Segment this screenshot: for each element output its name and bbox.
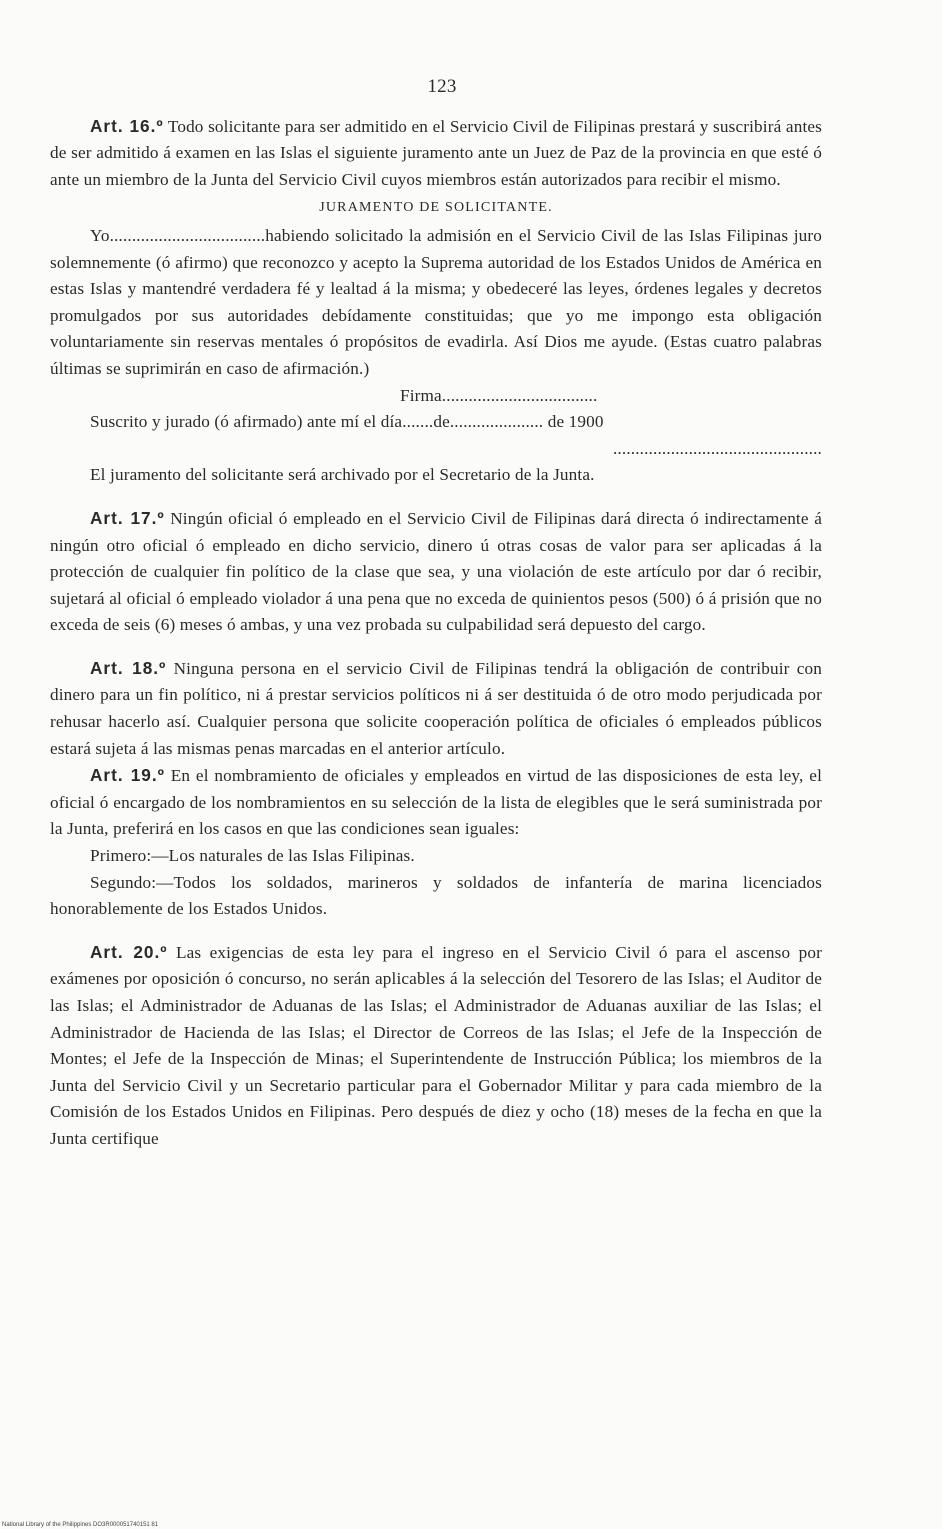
article-18-heading: Art. 18.º bbox=[90, 657, 167, 678]
article-17-text: Ningún oficial ó empleado en el Servicio Civil de Filipinas dará directa ó indirectamente á ningún otro oficial ó empleado en dicho servicio, dinero ú otras cosas de valor para ser aplicadas á la protección de cualquier fin político de la clase que sea, y una violación de este artículo por dar ó recibir, sujetará al oficial ó empleado violador á una pena que no exceda de quinientos pesos (500) ó á prisión que no exceda de seis (6) meses ó ambas, y una vez probada su culpabilidad será depuesto del cargo. bbox=[50, 508, 822, 635]
scan-footer: National Library of the Philippines DO3R000051740151 81 bbox=[2, 1522, 159, 1528]
article-17-heading: Art. 17.º bbox=[90, 507, 165, 528]
article-18 bbox=[50, 655, 822, 762]
article-19 bbox=[50, 762, 822, 843]
article-18-text: Ninguna persona en el servicio Civil de Filipinas tendrá la obligación de contribuir con dinero para un fin político, ni á prestar servicios políticos ni á ser destituida ó de otro modo perjudicada por rehusar hacerlo así. Cualquier persona que solicite cooperación política de oficiales ó empleados públicos estará sujeta á las mismas penas marcadas en el anterior artículo. bbox=[50, 658, 822, 758]
oath-archive-note: El juramento del solicitante será archivado por el Secretario de la Junta. bbox=[90, 465, 595, 485]
oath-body: Yo...................................habiendo solicitado la admisión en el Servicio Civil de las Islas Filipinas juro solemnemente (ó afirmo) que reconozco y acepto la Suprema autoridad de los Estados Unidos de América en estas Islas y mantendré verdadera fé y lealtad á la misma; y obedeceré las leyes, órdenes legales y decretos promulgados por sus autoridades debídamente constituidas; que yo me impongo esta obligación voluntariamente sin reservas mentales ó propósitos de evadirla. Así Dios me ayude. (Estas cuatro palabras últimas se suprimirán en caso de afirmación.) bbox=[50, 225, 822, 378]
article-20-text: Las exigencias de esta ley para el ingreso en el Servicio Civil ó para el ascenso por exámenes por oposición ó concurso, no serán aplicables á la selección del Tesorero de las Islas; el Auditor de las Islas; el Administrador de Aduanas de las Islas; el Administrador de Aduanas auxiliar de las Islas; el Administrador de Hacienda de las Islas; el Director de Correos de las Islas; el Jefe de la Inspección de Montes; el Jefe de la Inspección de Minas; el Superintendente de Instrucción Pública; los miembros de la Junta del Servicio Civil y un Secretario particular para el Gobernador Militar y para cada miembro de la Comisión de los Estados Unidos en Filipinas. Pero después de diez y ocho (18) meses de la fecha en que la Junta certifique bbox=[50, 942, 822, 1148]
article-20-heading: Art. 20.º bbox=[90, 941, 168, 962]
article-19-heading: Art. 19.º bbox=[90, 765, 165, 786]
oath-sworn-line: Suscrito y jurado (ó afirmado) ante mí el día.......de..................... de 1900 bbox=[90, 412, 604, 432]
officer-signature-line: ............................................... bbox=[612, 438, 822, 458]
article-16-text: Todo solicitante para ser admitido en el Servicio Civil de Filipinas prestará y suscribirá antes de ser admitido á examen en las Islas el siguiente juramento ante un Juez de Paz de la provincia en que esté ó ante un miembro de la Junta del Servicio Civil cuyos miembros están autorizados para recibir el mismo. bbox=[50, 116, 822, 189]
article-16 bbox=[50, 113, 822, 194]
page-number: 123 bbox=[427, 76, 457, 97]
article-17 bbox=[50, 505, 822, 639]
article-20 bbox=[50, 939, 822, 1153]
oath-title: JURAMENTO DE SOLICITANTE. bbox=[319, 200, 553, 216]
article-16-heading: Art. 16.º bbox=[90, 115, 164, 136]
document-page bbox=[50, 70, 822, 1153]
article-19-text: En el nombramiento de oficiales y empleados en virtud de las disposiciones de esta ley, el oficial ó encargado de los nombramientos en su selección de la lista de elegibles que le será suministrada por la Junta, preferirá en los casos en que las condiciones sean iguales: bbox=[50, 766, 822, 839]
article-19-segundo: Segundo:—Todos los soldados, marineros y soldados de infantería de marina licenciados honorablemente de los Estados Unidos. bbox=[50, 872, 822, 919]
oath-signature-field: Firma................................... bbox=[400, 385, 598, 405]
article-19-primero: Primero:—Los naturales de las Islas Filipinas. bbox=[90, 846, 415, 866]
